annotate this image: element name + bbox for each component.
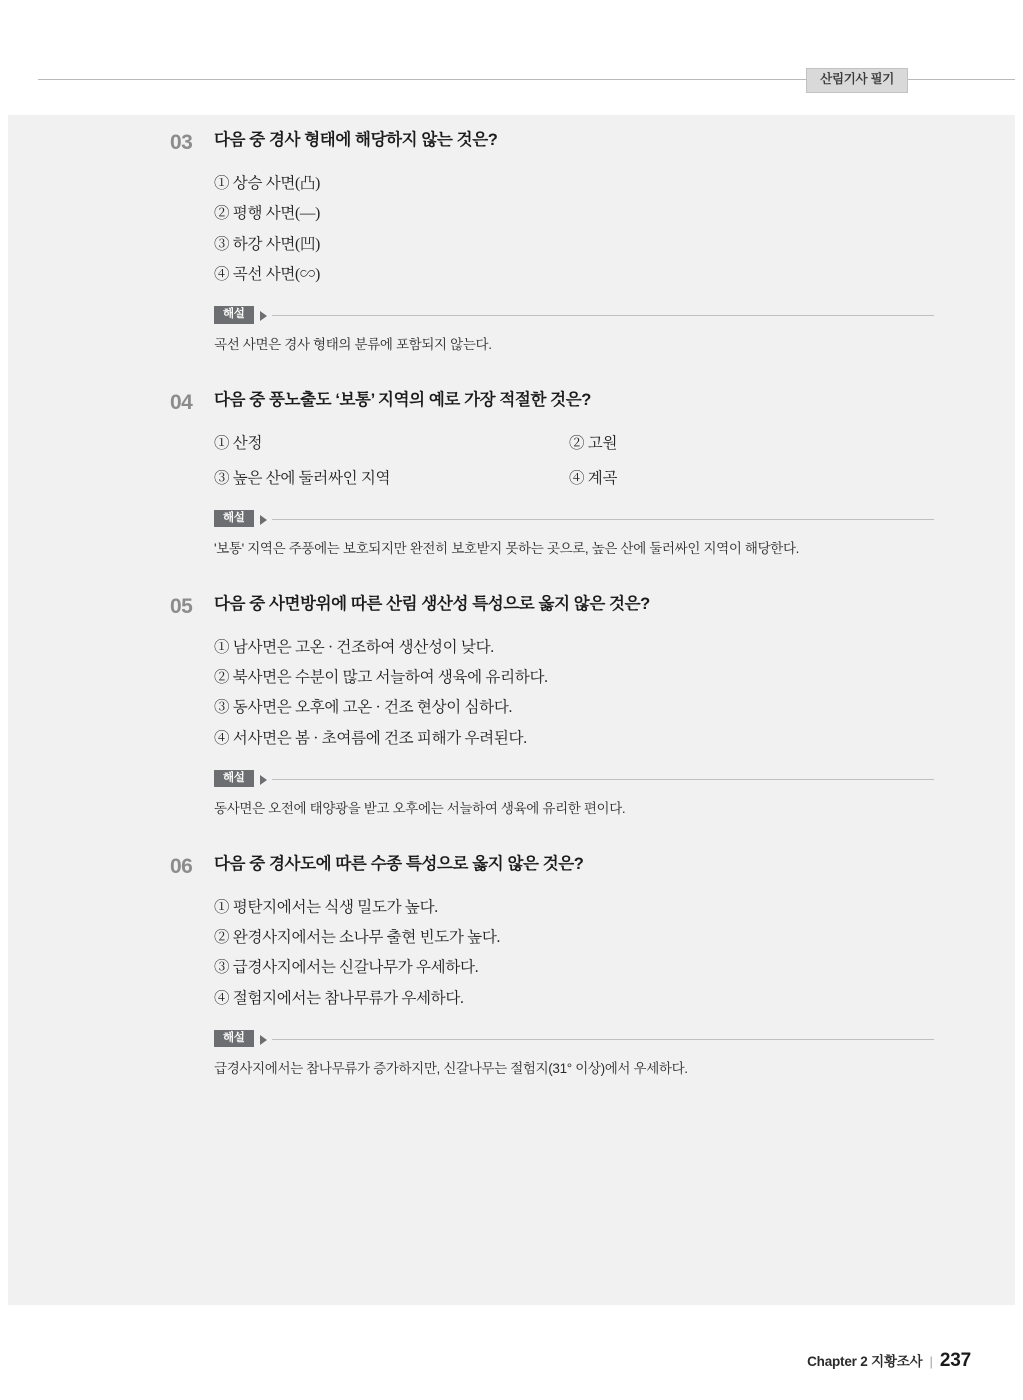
- question-block: [170, 594, 890, 820]
- question-text: 다음 중 경사 형태에 해당하지 않는 것은?: [214, 131, 498, 149]
- choice-item[interactable]: ② 평행 사면(―): [214, 205, 320, 223]
- question-heading: [170, 130, 890, 156]
- question-heading: [170, 594, 890, 620]
- choice-item[interactable]: ③ 하강 사면(凹): [214, 235, 320, 253]
- page-header: [0, 0, 1023, 115]
- explanation-divider: [272, 519, 934, 520]
- question-number: 03: [170, 131, 193, 154]
- explanation-block: [170, 770, 890, 820]
- choice-list: [170, 429, 890, 493]
- explanation-text: 동사면은 오전에 태양광을 받고 오후에는 서늘하여 생육에 유리한 편이다.: [214, 800, 626, 816]
- question-heading: [170, 390, 890, 416]
- explanation-tag: 해설: [214, 306, 254, 324]
- explanation-tag-arrow-icon: [260, 311, 267, 321]
- question-block: [170, 854, 890, 1080]
- question-number: 05: [170, 594, 193, 618]
- choice-item[interactable]: ④ 계곡: [569, 469, 618, 487]
- choice-list: [170, 633, 890, 754]
- explanation-text: 급경사지에서는 참나무류가 증가하지만, 신갈나무는 절험지(31° 이상)에서 우세하다.: [214, 1060, 688, 1076]
- explanation-text: 곡선 사면은 경사 형태의 분류에 포함되지 않는다.: [214, 337, 492, 353]
- explanation-block: [170, 510, 890, 560]
- footer-separator: |: [929, 1354, 933, 1369]
- choice-item[interactable]: ② 북사면은 수분이 많고 서늘하여 생육에 유리하다.: [214, 669, 548, 687]
- choice-item[interactable]: ① 산정: [214, 435, 263, 453]
- explanation-tag: 해설: [214, 770, 254, 788]
- choice-item[interactable]: ① 상승 사면(凸): [214, 175, 320, 193]
- explanation-header: [214, 510, 890, 528]
- choice-item[interactable]: ① 평탄지에서는 식생 밀도가 높다.: [214, 898, 438, 916]
- choice-item[interactable]: ④ 절험지에서는 참나무류가 우세하다.: [214, 989, 464, 1007]
- question-list: [170, 130, 890, 1114]
- question-number: 06: [170, 854, 193, 878]
- explanation-tag-arrow-icon: [260, 775, 267, 785]
- choice-item[interactable]: ② 고원: [569, 435, 618, 453]
- explanation-header: [214, 306, 890, 324]
- explanation-text: '보통' 지역은 주풍에는 보호되지만 완전히 보호받지 못하는 곳으로, 높은 산에 둘러싸인 지역이 해당한다.: [214, 540, 800, 556]
- choice-item[interactable]: ④ 서사면은 봄 · 초여름에 건조 피해가 우려된다.: [214, 729, 527, 747]
- question-text: 다음 중 경사도에 따른 수종 특성으로 옳지 않은 것은?: [214, 854, 584, 873]
- question-text: 다음 중 풍노출도 ‘보통’ 지역의 예로 가장 적절한 것은?: [214, 391, 591, 410]
- choice-item[interactable]: ① 남사면은 고온 · 건조하여 생산성이 낮다.: [214, 638, 494, 656]
- explanation-block: [170, 306, 890, 356]
- question-block: [170, 390, 890, 560]
- explanation-divider: [272, 1039, 934, 1040]
- footer-chapter-label: Chapter 2 지황조사: [807, 1354, 923, 1369]
- explanation-block: [170, 1030, 890, 1080]
- choice-item[interactable]: ② 완경사지에서는 소나무 출현 빈도가 높다.: [214, 929, 501, 947]
- explanation-tag-arrow-icon: [260, 515, 267, 525]
- question-block: [170, 130, 890, 356]
- explanation-tag: 해설: [214, 510, 254, 528]
- page-footer: [0, 1305, 1023, 1400]
- header-book-title: 산림기사 필기: [806, 68, 908, 93]
- question-number: 04: [170, 391, 193, 415]
- explanation-tag-arrow-icon: [260, 1035, 267, 1045]
- choice-list: [170, 169, 890, 290]
- explanation-header: [214, 1030, 890, 1048]
- question-text: 다음 중 사면방위에 따른 산림 생산성 특성으로 옳지 않은 것은?: [214, 594, 650, 613]
- explanation-divider: [272, 779, 934, 780]
- choice-item[interactable]: ③ 동사면은 오후에 고온 · 건조 현상이 심하다.: [214, 699, 513, 717]
- explanation-divider: [272, 315, 934, 316]
- choice-item[interactable]: ③ 급경사지에서는 신갈나무가 우세하다.: [214, 959, 479, 977]
- question-heading: [170, 854, 890, 880]
- choice-item[interactable]: ④ 곡선 사면(∽): [214, 265, 320, 283]
- choice-item[interactable]: ③ 높은 산에 둘러싸인 지역: [214, 469, 391, 487]
- page-number: 237: [939, 1350, 971, 1371]
- footer-content: [807, 1350, 971, 1372]
- choice-list: [170, 893, 890, 1014]
- explanation-header: [214, 770, 890, 788]
- explanation-tag: 해설: [214, 1030, 254, 1048]
